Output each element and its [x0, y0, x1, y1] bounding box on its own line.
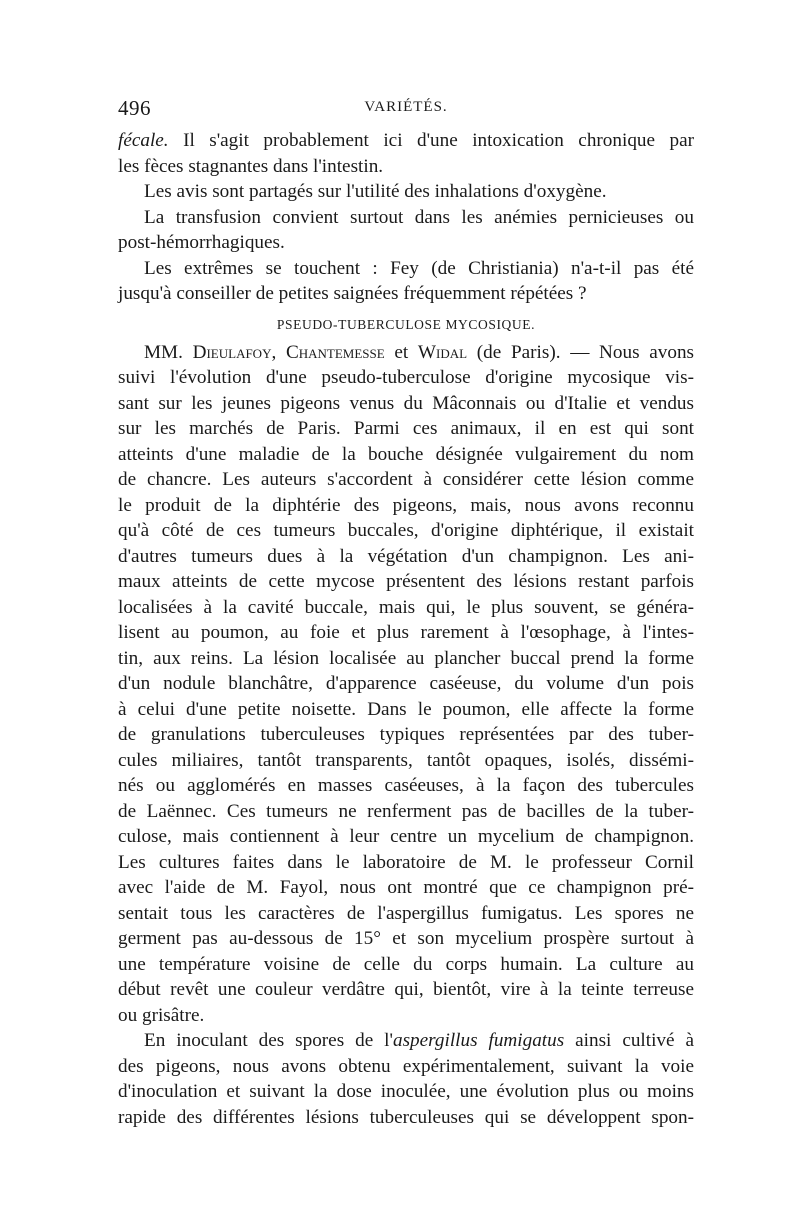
text-line: maux atteints de cette mycose présentent des lésions restant parfois [118, 571, 694, 592]
page-header [118, 96, 694, 126]
text-line: d'autres tumeurs dues à la végétation d'un champignon. Les ani- [118, 545, 694, 567]
text-fragment: Il s'agit probablement ici d'une intoxication chronique par [168, 130, 694, 151]
text-line: nés ou agglomérés en masses caséeuses, à la façon des tubercules [118, 775, 694, 796]
text-line: de Laënnec. Ces tumeurs ne renferment pas de bacilles de la tuber- [118, 800, 694, 822]
text-line: une température voisine de celle du corps humain. La culture au [118, 953, 694, 975]
text-line: Les cultures faites dans le laboratoire de M. le professeur Cornil [118, 851, 694, 873]
text-line: suivi l'évolution d'une pseudo-tuberculose d'origine mycosique vis- [118, 367, 694, 388]
text-line: les fèces stagnantes dans l'intestin. [118, 155, 384, 177]
text-line: rapide des différentes lésions tuberculeuses qui se développent spon- [118, 1106, 694, 1128]
author-name: Chantemesse [285, 341, 385, 363]
author-name: Widal [417, 341, 468, 363]
text-line: jusqu'à conseiller de petites saignées fréquemment répétées ? [118, 283, 587, 304]
text-line: des pigeons, nous avons obtenu expérimentalement, suivant la voie [118, 1055, 694, 1077]
text-line: cules miliaires, tantôt transparents, tantôt opaques, isolés, dissémi- [118, 749, 694, 771]
text-line: atteints d'une maladie de la bouche désignée vulgairement du nom [118, 443, 694, 465]
text-line: sur les marchés de Paris. Parmi ces animaux, il en est qui sont [118, 418, 694, 439]
text-line [118, 340, 694, 366]
text-line: lisent au poumon, au foie et plus rarement à l'œsophage, à l'intes- [118, 622, 694, 643]
italic-word: fécale. [118, 130, 169, 151]
text-line: à celui d'une petite noisette. Dans le poumon, elle affecte la forme [118, 698, 694, 720]
text-line [118, 1028, 694, 1054]
text-line: tin, aux reins. La lésion localisée au plancher buccal prend la forme [118, 647, 694, 669]
text-line: d'inoculation et suivant la dose inoculée, une évolution plus ou moins [118, 1081, 694, 1102]
text-fragment: MM. [144, 341, 193, 363]
section-title: PSEUDO-TUBERCULOSE MYCOSIQUE. [276, 316, 536, 332]
text-line: culose, mais contiennent à leur centre un mycelium de champignon. [118, 826, 694, 847]
text-line [118, 128, 694, 154]
text-line: sentait tous les caractères de l'aspergillus fumigatus. Les spores ne [118, 902, 694, 924]
author-name: Dieulafoy [192, 341, 272, 363]
text-line: Les extrêmes se touchent : Fey (de Christiania) n'a-t-il pas été [144, 257, 694, 279]
text-fragment: ainsi cultivé à [564, 1030, 695, 1051]
text-line: qu'à côté de ces tumeurs buccales, d'origine diphtérique, il existait [118, 520, 694, 541]
text-line: avec l'aide de M. Fayol, nous ont montré que ce champignon pré- [118, 877, 694, 898]
text-line: germent pas au-dessous de 15° et son mycelium prospère surtout à [118, 928, 694, 949]
text-line: post-hémorrhagiques. [118, 232, 285, 253]
text-fragment: et [384, 341, 418, 363]
text-line: début revêt une couleur verdâtre qui, bientôt, vire à la teinte terreuse [118, 979, 694, 1000]
text-fragment: , [271, 341, 286, 363]
running-title: VARIÉTÉS. [364, 99, 448, 115]
text-line: localisées à la cavité buccale, mais qui, le plus souvent, se généra- [118, 596, 694, 618]
italic-term: aspergillus fumigatus [392, 1030, 565, 1051]
text-fragment: En inoculant des spores de l' [144, 1030, 393, 1051]
text-line: d'un nodule blanchâtre, d'apparence caséeuse, du volume d'un pois [118, 673, 694, 694]
body-text [118, 128, 694, 1130]
text-line: de granulations tuberculeuses typiques représentées par des tuber- [118, 724, 694, 745]
text-line: sant sur les jeunes pigeons venus du Mâconnais ou d'Italie et vendus [118, 392, 694, 414]
text-line: de chancre. Les auteurs s'accordent à considérer cette lésion comme [118, 469, 694, 490]
text-line: Les avis sont partagés sur l'utilité des inhalations d'oxygène. [144, 181, 607, 202]
text-line: ou grisâtre. [118, 1004, 205, 1026]
text-fragment: (de Paris). — Nous avons [467, 341, 695, 363]
page-number: 496 [118, 96, 151, 120]
text-line: le produit de la diphtérie des pigeons, mais, nous avons reconnu [118, 494, 694, 516]
text-line: La transfusion convient surtout dans les anémies pernicieuses ou [144, 206, 694, 228]
